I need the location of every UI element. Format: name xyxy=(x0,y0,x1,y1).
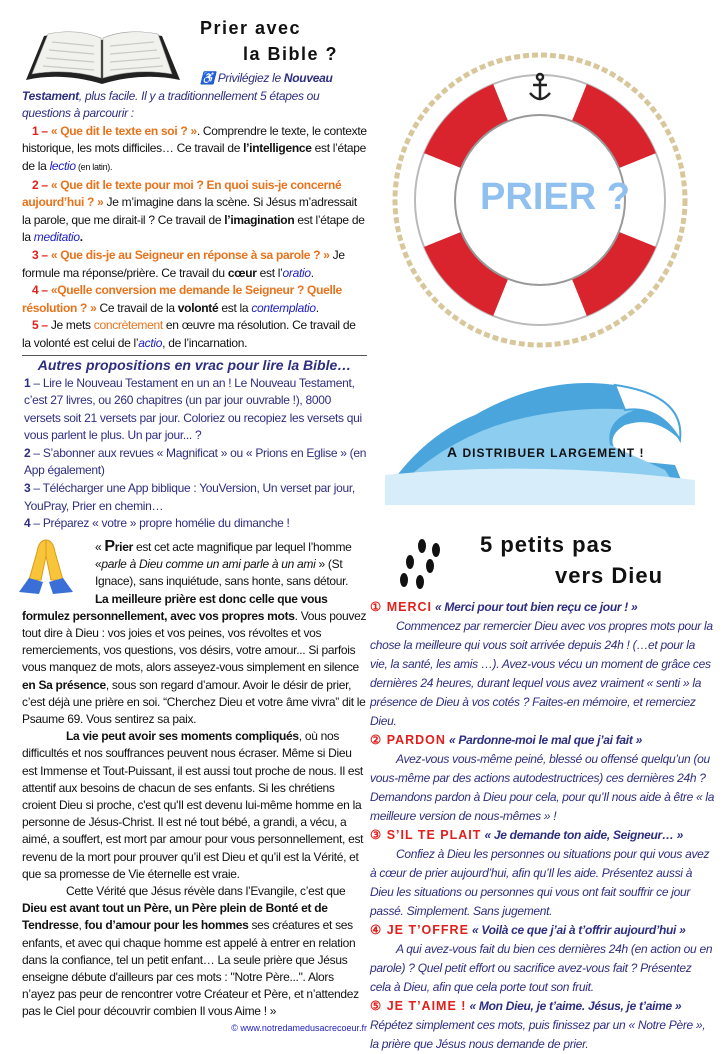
step-heading-part: MERCI xyxy=(386,600,432,614)
step-heading-part: « Merci pour tout bien reçu ce jour ! » xyxy=(435,600,638,614)
text-run: Je mets xyxy=(50,318,94,333)
text-run: ses créatures et ses enfants, et avec qui chaque homme est appelé à entrer en relation dans la confiance, tel un petit enfant… La seule prière que Jésus enseigne débute d'ailleurs par ces mots : "Notre Père...". Alors n’ayez pas peur de rencontrer votre Créateur et Père, et n’attendez pas le Ciel pour découvrir combien Il vous Aime ! » xyxy=(22,918,359,1019)
text-run: 1 – xyxy=(32,123,51,138)
text-run: est l’ xyxy=(256,265,283,280)
text-run: 2 – xyxy=(32,177,51,192)
step-text: A qui avez-vous fait du bien ces dernières 24h (en action ou en parole) ? Quel petit effort ou sacrifice avez-vous fait ? Présentez cela à Dieu, afin que cela porte tout son fruit. xyxy=(370,942,713,994)
bible-steps xyxy=(22,123,367,353)
website-link[interactable]: © www.notredamedusacrecoeur.fr xyxy=(231,1022,367,1033)
list-item xyxy=(22,282,367,317)
step-heading xyxy=(370,997,715,1016)
prier-paragraph-3 xyxy=(22,883,367,1021)
tagline-initial: A xyxy=(447,444,459,460)
prier-paragraph-2 xyxy=(22,728,367,883)
text-run: 3 xyxy=(24,481,31,496)
text-run: , xyxy=(78,918,85,933)
text-run: 1 xyxy=(24,375,31,390)
pas-steps xyxy=(370,598,715,1054)
text-run: Dieu est avant tout un Père, un Père plein de Bonté et de Tendresse xyxy=(22,901,328,933)
step-heading-part: « Je demande ton aide, Seigneur… » xyxy=(484,828,683,842)
text-run: contemplatio xyxy=(251,300,316,315)
text-run: parle à Dieu comme un ami parle à un ami xyxy=(101,557,316,572)
text-run: . xyxy=(79,230,83,245)
text-run: est la xyxy=(218,300,252,315)
text-run: La meilleure prière est donc celle que vous xyxy=(95,591,328,606)
list-item xyxy=(22,317,367,352)
tagline-rest: DISTRIBUER LARGEMENT ! xyxy=(458,446,645,460)
text-run: Cette Vérité que Jésus révèle dans l’Evangile, c’est que xyxy=(66,884,346,899)
text-run: 4 xyxy=(24,516,31,531)
text-run: en œuvre ma résolution. Ce travail de la volonté est celui de l’ xyxy=(22,318,356,350)
text-run: volonté xyxy=(177,300,219,315)
text-run: ♿ xyxy=(200,71,218,85)
text-run: «Quelle conversion me demande le Seigneur ? Quelle résolution ? » xyxy=(22,283,342,315)
text-run: Je formule ma réponse/prière. Ce travail du xyxy=(22,247,345,280)
prier-section xyxy=(22,538,367,1034)
bible-intro xyxy=(22,70,367,123)
step-heading-part: « Mon Dieu, je t’aime. Jésus, je t’aime » xyxy=(469,999,682,1013)
step-heading xyxy=(370,921,715,940)
text-run: , plus facile. Il y a traditionnellement 5 étapes ou questions à parcourir : xyxy=(22,88,320,121)
text-run: P xyxy=(104,538,115,555)
text-run: en Sa présence xyxy=(22,677,106,692)
text-run: formulez personnellement, avec vos propres mots xyxy=(22,608,295,623)
bible-title-line1: Prier avec xyxy=(200,18,302,38)
step-heading xyxy=(370,598,715,617)
text-run: Je m’imagine dans la scène. Si Jésus m’adressait la parole, que me dirait-il ? Ce travail de xyxy=(22,195,357,227)
text-run: l’intelligence xyxy=(243,141,312,156)
step-heading-part: S’IL TE PLAIT xyxy=(386,828,482,842)
list-item xyxy=(24,445,367,480)
text-run: – Télécharger une App biblique : YouVersion, Un verset par jour, YouPray, Prier en chemin… xyxy=(24,481,355,513)
text-run: 3 – xyxy=(32,247,51,262)
step-heading-part: ② xyxy=(370,733,387,747)
step-heading-part: ④ xyxy=(370,923,387,937)
step-heading-part: ⑤ xyxy=(370,999,387,1013)
text-run: est l’étape de la xyxy=(22,212,365,245)
text-run: Privilégiez le xyxy=(217,71,284,85)
step-heading-part: ① xyxy=(370,600,387,614)
text-run: concrètement xyxy=(93,318,163,333)
text-run: » (St Ignace), sans inquiétude, sans honte, sans détour. xyxy=(95,557,349,589)
text-run: « Que dis-je au Seigneur en réponse à sa parole ? » xyxy=(50,247,330,262)
text-run: 4 – xyxy=(32,283,51,298)
pas-title-line2: vers Dieu xyxy=(555,563,664,588)
text-run: . Comprendre le texte, le contexte historique, les mots difficiles… Ce travail de xyxy=(22,123,367,156)
pas-title-line1: 5 petits pas xyxy=(480,532,614,557)
distribute-tagline xyxy=(447,444,644,460)
text-run: l’imagination xyxy=(224,212,295,227)
step-heading-part: « Voilà ce que j’ai à t’offrir aujourd’hui » xyxy=(471,923,686,937)
text-run: « Que dit le texte pour moi ? En quoi suis-je concerné aujourd’hui ? » xyxy=(22,177,342,210)
bible-title-line2: la Bible ? xyxy=(243,44,339,64)
text-run: . Vous pouvez tout dire à Dieu : vos joies et vos peines, vos révoltes et vos remerciements, vos questions, vos désirs, votre amour... Si parfois vous manquez de mots, alors asseyez-vous simplement en silence xyxy=(22,608,367,675)
step-text: Confiez à Dieu les personnes ou situations pour qui vous avez à cœur de prier aujourd’hui, afin qu’Il les aide. Présentez aussi à Dieu les situations ou personnes qui vous ont fait souffrir ce jour passé. Simplement. Sans jugement. xyxy=(370,847,710,918)
list-item xyxy=(22,123,367,177)
text-run: La vie peut avoir ses moments compliqués xyxy=(66,729,299,744)
text-run: , de l’incarnation. xyxy=(162,335,248,350)
text-run: Ce travail de la xyxy=(96,300,178,315)
text-run: , où nos difficultés et nos souffrances peuvent nous écraser. Même si Dieu est Immense et Tout-Puissant, il est aussi tout proche de nous. Il est attentif aux besoins de chacun de ses enfants. Si les chrétiens croient Dieu si proche, c'est qu'Il est devenu lui-même homme en la personne de Jésus-Christ. Il est né tout bébé, a grandi, a vécu, a aimé, a souffert, est mort par amour pour vous personnellement, est revenu de la mort pour prouver qu’il est Dieu et qu’il est la Vérité, et que sa promesse de Vie éternelle est vraie. xyxy=(22,729,364,881)
step-text: Avez-vous vous-même peiné, blessé ou offensé quelqu’un (ou vous-même par des actions autodestructrices) ces dernières 24h ? Demandons pardon à Dieu pour cela, pour qu’Il nous aide à être « la meilleure version de nous-mêmes » ! xyxy=(370,752,715,823)
text-run: – Préparez « votre » propre homélie du dimanche ! xyxy=(30,516,290,531)
step-heading xyxy=(370,731,715,750)
step-heading xyxy=(370,826,715,845)
step-heading-part: PARDON xyxy=(386,733,446,747)
text-run: , sous son regard d’amour. Avoir le désir de prier, c’est déjà une prière en soi. “Cherchez Dieu et votre âme vivra” dit le Psaume 69. Vous sentirez sa paix. xyxy=(22,677,366,727)
prier-lead xyxy=(22,538,367,591)
text-run: Nouveau Testament xyxy=(22,71,333,103)
text-run: – S’abonner aux revues « Magnificat » ou « Prions en Eglise » (en App également) xyxy=(24,445,367,478)
text-run: « xyxy=(95,540,105,554)
text-run: . xyxy=(315,300,319,315)
text-run: est l’étape de la xyxy=(22,141,367,173)
lifebuoy-label: PRIER ? xyxy=(480,176,630,218)
footprints-icon xyxy=(396,536,448,591)
step-heading-part: JE T’AIME ! xyxy=(386,999,467,1013)
step-heading-part: ③ xyxy=(370,828,387,842)
text-run: « Que dit le texte en soi ? » xyxy=(50,123,197,138)
step-heading-part: « Pardonne-moi le mal que j’ai fait » xyxy=(448,733,642,747)
text-run: fou d’amour pour les hommes xyxy=(84,918,249,933)
text-run: lectio xyxy=(49,158,76,173)
text-run: rier xyxy=(114,540,133,554)
text-run: 5 – xyxy=(32,318,51,333)
text-run: – Lire le Nouveau Testament en un an ! Le Nouveau Testament, c’est 27 livres, ou 260 chapitres (un par jour ouvrable !), 8000 versets soit 21 versets par jour. Coloriez ou recopiez les versets qui vous parlent le plus. Un par jour... ? xyxy=(24,375,362,443)
text-run: oratio xyxy=(282,265,311,280)
list-item xyxy=(24,480,367,515)
wave-illustration xyxy=(385,365,695,505)
list-item xyxy=(24,375,367,445)
autres-list xyxy=(22,375,367,533)
list-item xyxy=(22,177,367,247)
text-run: cœur xyxy=(227,265,257,280)
text-run: actio xyxy=(138,335,163,350)
text-run: 2 xyxy=(24,445,31,460)
step-text: Commencez par remercier Dieu avec vos propres mots pour la chose la meilleure qui vous soit arrivée depuis 24h ! (…et pour la vie, la santé, les amis …). Avez-vous vécu un moment de grâce ces dernières 24 heures, durant lequel vous avez vraiment « senti » la présence de Dieu à vos cotés ? Faites-en mémoire, et remerciez Dieu. xyxy=(370,619,713,728)
text-run: meditatio xyxy=(33,230,80,245)
bible-section xyxy=(22,70,367,533)
autres-heading: Autres propositions en vrac pour lire la Bible… xyxy=(37,356,352,373)
step-text: Répétez simplement ces mots, puis finissez par un « Notre Père », la prière que Jésus nous demande de prier. xyxy=(370,1018,706,1051)
list-item xyxy=(22,247,367,282)
text-run: (en latin). xyxy=(75,161,113,172)
step-heading-part: JE T’OFFRE xyxy=(386,923,469,937)
text-run: . xyxy=(310,265,314,280)
text-run: est cet acte magnifique par lequel l’homme « xyxy=(95,540,352,572)
prier-body xyxy=(22,608,367,728)
list-item xyxy=(24,515,367,533)
prier-lead-bold xyxy=(22,591,367,608)
